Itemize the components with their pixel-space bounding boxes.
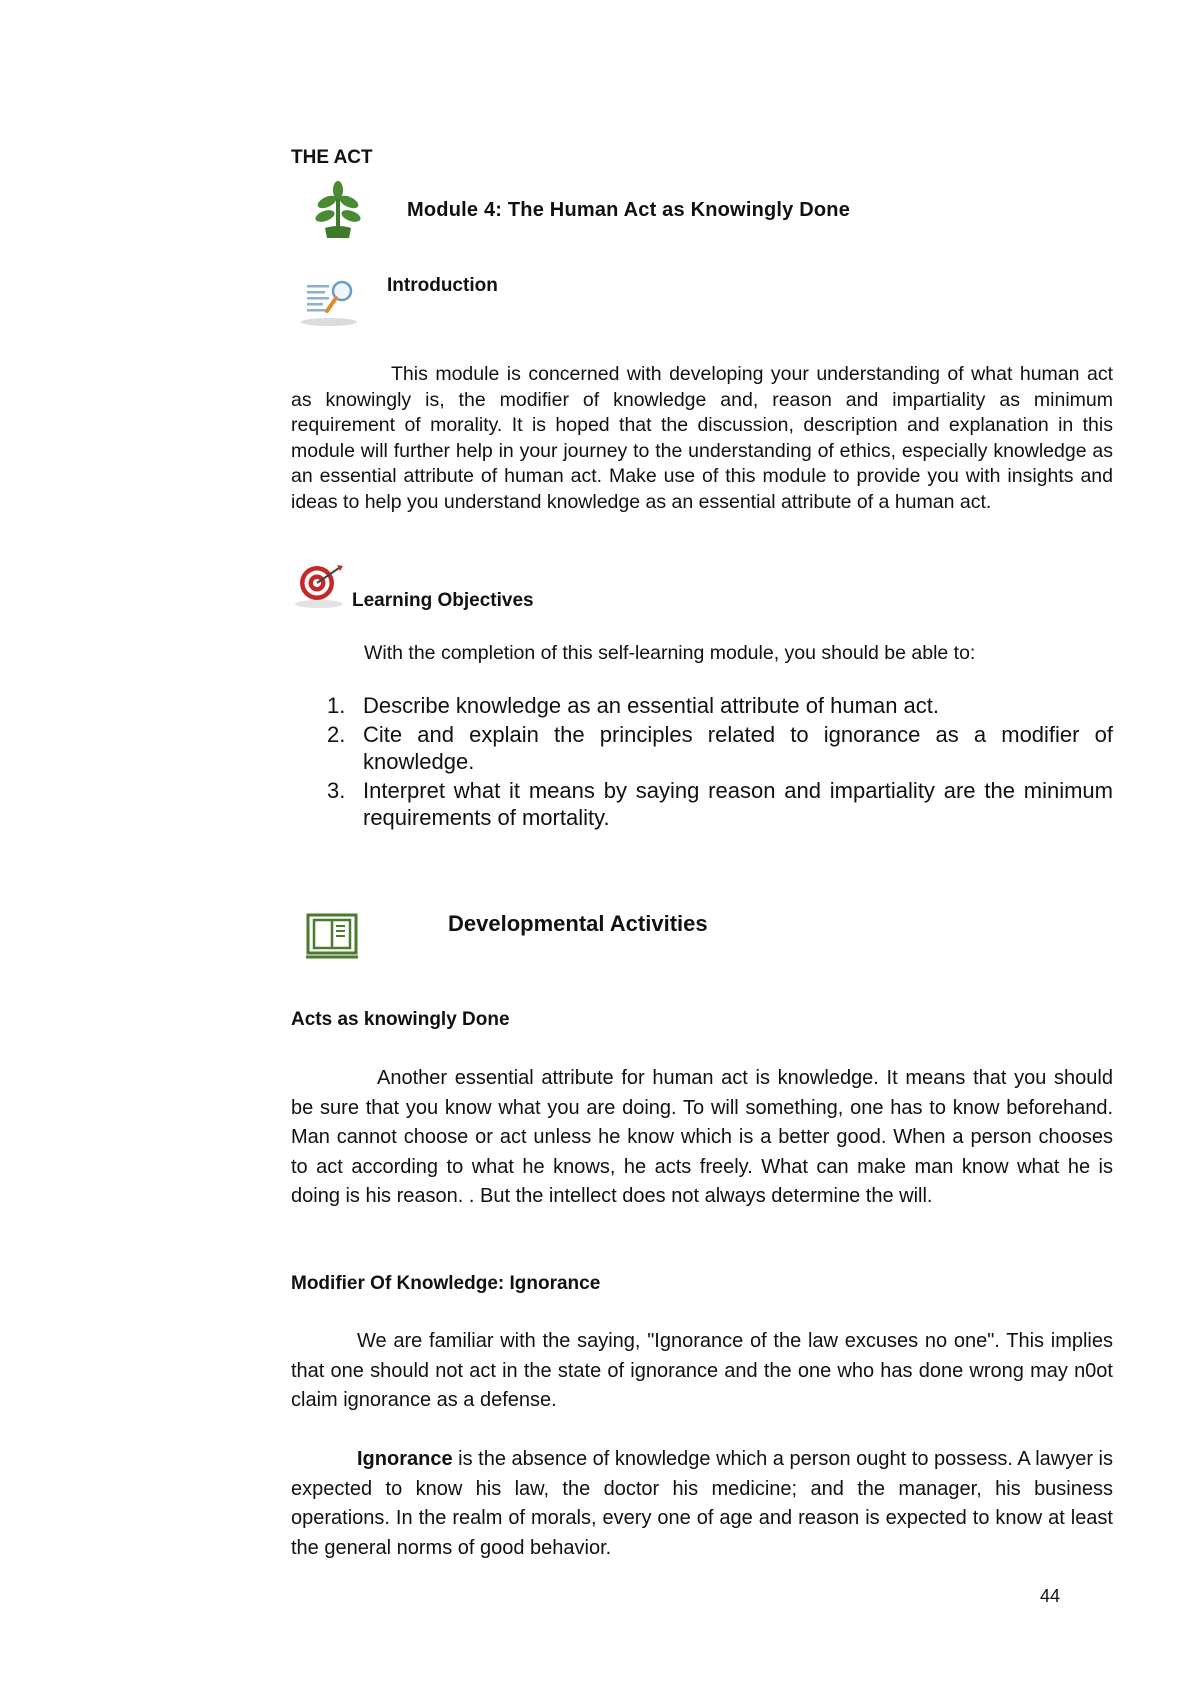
learning-objectives-heading: Learning Objectives (352, 590, 534, 611)
document-magnifier-icon (299, 275, 361, 327)
developmental-activities-heading: Developmental Activities (448, 911, 708, 936)
list-item (327, 777, 1113, 832)
learning-objectives-lead: With the completion of this self-learning module, you should be able to: (364, 642, 976, 664)
list-item-number: 3. (327, 777, 346, 803)
list-item-text: Describe knowledge as an essential attribute of human act. (363, 693, 939, 718)
list-item (327, 721, 1113, 776)
modifier-paragraph: We are familiar with the saying, "Ignorance of the law excuses no one". This implies that one should not act in the state of ignorance and the one who has done wrong may n0ot claim ignorance as a defense. (291, 1330, 1113, 1411)
introduction-heading: Introduction (387, 275, 498, 296)
list-item-number: 1. (327, 693, 346, 718)
book-icon (305, 912, 359, 960)
introduction-paragraph: This module is concerned with developing your understanding of what human act as knowingly is, the modifier of knowledge and, reason and impartiality as minimum requirement of morality. It is hoped that the discussion, description and explanation in this module will further help in your journey to the understanding of ethics, especially knowledge as an essential attribute of human act. Make use of this module to provide you with insights and ideas to help you understand knowledge as an essential attribute of a human act. (291, 363, 1113, 513)
ignorance-definition: is the absence of knowledge which a person ought to possess. A lawyer is expected to know his law, the doctor his medicine; and the manager, his business operations. In the realm of morals, every one of age and reason is expected to know at least the general norms of good behavior. (291, 1448, 1113, 1559)
list-item-number: 2. (327, 721, 346, 747)
page-title: THE ACT (291, 147, 373, 168)
target-icon (293, 563, 349, 609)
list-item-text: Cite and explain the principles related to ignorance as a modifier of knowledge. (363, 721, 1113, 774)
module-title: Module 4: The Human Act as Knowingly Done (407, 199, 851, 221)
acts-knowingly-paragraph: Another essential attribute for human act is knowledge. It means that you should be sure that you know what you are doing. To will something, one has to know beforehand. Man cannot choose or act unless he know which is a better good. When a person chooses to act according to what he knows, he acts freely. What can make man know what he is doing is his reason. . But the intellect does not always determine the will. (291, 1067, 1113, 1207)
acts-knowingly-heading: Acts as knowingly Done (291, 1009, 510, 1030)
list-item (327, 692, 1113, 720)
ignorance-term: Ignorance (357, 1448, 453, 1470)
list-item-text: Interpret what it means by saying reason and impartiality are the minimum requirements of mortality. (363, 777, 1113, 830)
page-number: 44 (1040, 1586, 1061, 1606)
modifier-heading: Modifier Of Knowledge: Ignorance (291, 1273, 601, 1294)
ignorance-paragraph (291, 1445, 1113, 1563)
plant-icon (313, 180, 363, 240)
objectives-list (327, 692, 1113, 833)
